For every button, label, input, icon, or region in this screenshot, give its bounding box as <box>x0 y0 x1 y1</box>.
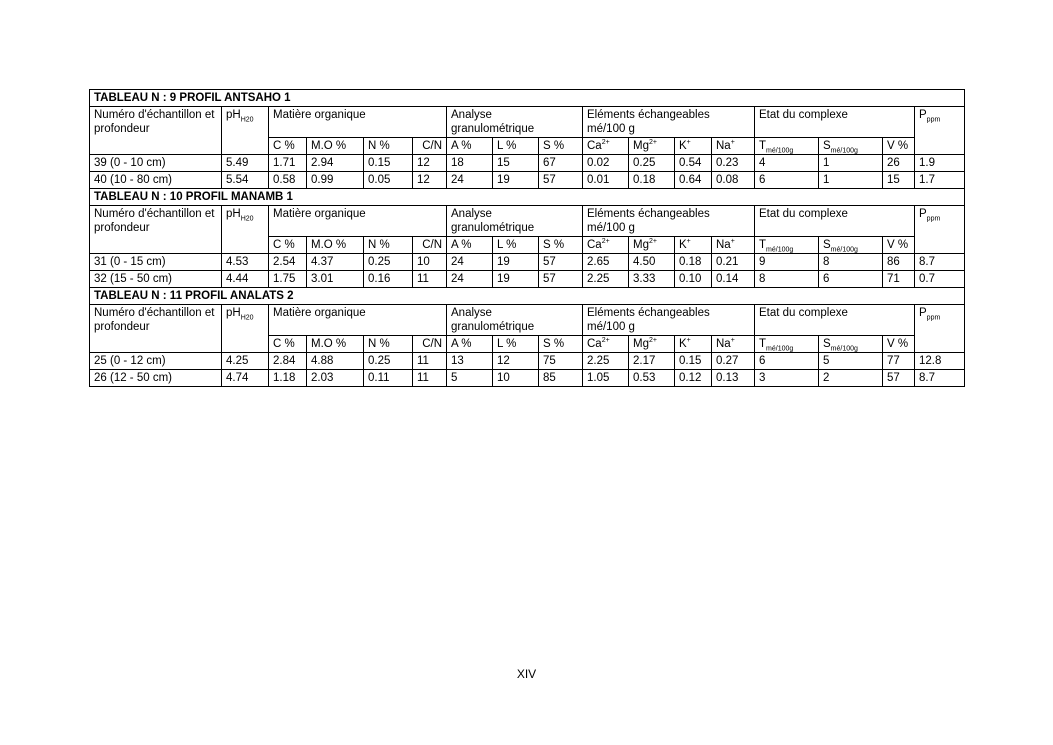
table-cell: 31 (0 - 15 cm) <box>90 254 222 271</box>
table-cell: 4.88 <box>307 353 364 370</box>
table-cell: 2.84 <box>269 353 307 370</box>
header-exchange: Eléments échangeables mé/100 g <box>583 206 755 237</box>
header-mg <box>629 237 675 254</box>
table-cell: 0.10 <box>675 271 712 288</box>
header-mo: M.O % <box>307 138 364 155</box>
table-cell: 0.08 <box>712 172 755 189</box>
header-ph <box>222 107 269 155</box>
header-l: L % <box>493 138 539 155</box>
header-ph <box>222 305 269 353</box>
header-p <box>915 206 965 254</box>
header-script: ppm <box>926 215 941 223</box>
header-text: Ca <box>587 239 602 251</box>
table-cell: 77 <box>883 353 915 370</box>
table-cell: 12 <box>413 172 447 189</box>
header-na <box>712 237 755 254</box>
header-text: T <box>759 338 767 350</box>
table-cell: 5 <box>447 370 493 387</box>
header-v: V % <box>883 138 915 155</box>
header-organic: Matière organique <box>269 107 447 138</box>
table-cell: 40 (10 - 80 cm) <box>90 172 222 189</box>
table-cell: 8 <box>755 271 819 288</box>
table-cell: 19 <box>493 172 539 189</box>
table-cell: 1.7 <box>915 172 965 189</box>
header-text: P <box>919 208 927 220</box>
header-ph <box>222 206 269 254</box>
header-a: A % <box>447 138 493 155</box>
table-title-row <box>90 189 965 206</box>
header-text: K <box>679 140 687 152</box>
header-sc <box>819 237 883 254</box>
header-text: pH <box>226 109 241 121</box>
table-title-row <box>90 288 965 305</box>
header-c: C % <box>269 138 307 155</box>
header-p <box>915 107 965 155</box>
header-script: H20 <box>240 215 254 223</box>
header-script: 2+ <box>601 337 610 345</box>
header-row <box>90 206 965 237</box>
table-cell: 26 (12 - 50 cm) <box>90 370 222 387</box>
header-ca <box>583 237 629 254</box>
table-cell: 0.14 <box>712 271 755 288</box>
table-cell: 6 <box>755 353 819 370</box>
header-k <box>675 138 712 155</box>
header-s: S % <box>539 237 583 254</box>
table-cell: 26 <box>883 155 915 172</box>
table-cell: 57 <box>883 370 915 387</box>
header-text: K <box>679 338 687 350</box>
header-n: N % <box>364 138 413 155</box>
table-cell: 11 <box>413 353 447 370</box>
header-a: A % <box>447 237 493 254</box>
header-complex: Etat du complexe <box>755 107 915 138</box>
header-sample: Numéro d'échantillon et profondeur <box>90 206 222 254</box>
page-number: XIV <box>516 667 537 681</box>
header-script: ppm <box>926 116 941 124</box>
header-sample: Numéro d'échantillon et profondeur <box>90 107 222 155</box>
header-script: + <box>686 337 691 345</box>
header-t <box>755 138 819 155</box>
header-text: pH <box>226 307 241 319</box>
header-l: L % <box>493 237 539 254</box>
table-cell: 0.01 <box>583 172 629 189</box>
table-cell: 19 <box>493 254 539 271</box>
header-mo: M.O % <box>307 336 364 353</box>
table-cell: 0.12 <box>675 370 712 387</box>
header-sc <box>819 138 883 155</box>
table-cell: 0.21 <box>712 254 755 271</box>
header-n: N % <box>364 336 413 353</box>
table-cell: 4.74 <box>222 370 269 387</box>
table-cell: 1 <box>819 172 883 189</box>
table-row <box>90 172 965 189</box>
header-k <box>675 237 712 254</box>
table-cell: 1.9 <box>915 155 965 172</box>
header-script: + <box>730 238 735 246</box>
table-cell: 39 (0 - 10 cm) <box>90 155 222 172</box>
header-script: H20 <box>240 314 254 322</box>
table-cell: 71 <box>883 271 915 288</box>
header-sample: Numéro d'échantillon et profondeur <box>90 305 222 353</box>
table-cell: 0.25 <box>629 155 675 172</box>
header-script: + <box>730 139 735 147</box>
table-row <box>90 254 965 271</box>
table-cell: 0.02 <box>583 155 629 172</box>
header-script: 2+ <box>601 139 610 147</box>
header-text: Mg <box>633 338 649 350</box>
header-na <box>712 336 755 353</box>
table-cell: 4.37 <box>307 254 364 271</box>
table-cell: 0.27 <box>712 353 755 370</box>
table-cell: 2.65 <box>583 254 629 271</box>
table-cell: 4.25 <box>222 353 269 370</box>
table-cell: 8.7 <box>915 370 965 387</box>
table-cell: 67 <box>539 155 583 172</box>
header-c: C % <box>269 237 307 254</box>
table-cell: 0.7 <box>915 271 965 288</box>
table-cell: 0.11 <box>364 370 413 387</box>
header-granulo: Analyse granulométrique <box>447 206 583 237</box>
header-organic: Matière organique <box>269 206 447 237</box>
header-t <box>755 237 819 254</box>
table-cell: 2.94 <box>307 155 364 172</box>
table-cell: 2.54 <box>269 254 307 271</box>
header-script: mé/100g <box>766 345 794 353</box>
header-n: N % <box>364 237 413 254</box>
header-exchange: Eléments échangeables mé/100 g <box>583 107 755 138</box>
table-cell: 11 <box>413 271 447 288</box>
header-sc <box>819 336 883 353</box>
header-script: mé/100g <box>766 147 794 155</box>
table-cell: 0.05 <box>364 172 413 189</box>
header-script: + <box>686 139 691 147</box>
table-cell: 5 <box>819 353 883 370</box>
header-row <box>90 107 965 138</box>
table-cell: 1.18 <box>269 370 307 387</box>
header-text: Mg <box>633 239 649 251</box>
header-script: ppm <box>926 314 941 322</box>
table-cell: 0.18 <box>629 172 675 189</box>
table-cell: 57 <box>539 271 583 288</box>
table-cell: 18 <box>447 155 493 172</box>
soil-analysis-table <box>89 89 965 387</box>
header-script: + <box>686 238 691 246</box>
header-text: P <box>919 307 927 319</box>
header-text: Ca <box>587 140 602 152</box>
table-cell: 57 <box>539 254 583 271</box>
table-cell: 2.25 <box>583 353 629 370</box>
table-cell: 0.23 <box>712 155 755 172</box>
table-cell: 8 <box>819 254 883 271</box>
table-cell: 4 <box>755 155 819 172</box>
table-cell: 57 <box>539 172 583 189</box>
header-script: 2+ <box>648 238 657 246</box>
header-text: Na <box>716 338 731 350</box>
table-cell: 0.15 <box>675 353 712 370</box>
header-na <box>712 138 755 155</box>
table-cell: 12.8 <box>915 353 965 370</box>
header-text: Ca <box>587 338 602 350</box>
table-cell: 4.53 <box>222 254 269 271</box>
header-script: 2+ <box>601 238 610 246</box>
header-l: L % <box>493 336 539 353</box>
header-text: pH <box>226 208 241 220</box>
table-cell: 2.17 <box>629 353 675 370</box>
header-organic: Matière organique <box>269 305 447 336</box>
table-cell: 25 (0 - 12 cm) <box>90 353 222 370</box>
table-row <box>90 155 965 172</box>
table-cell: 85 <box>539 370 583 387</box>
table-cell: 86 <box>883 254 915 271</box>
table-title: TABLEAU N : 10 PROFIL MANAMB 1 <box>90 189 965 206</box>
table-cell: 0.99 <box>307 172 364 189</box>
table-cell: 8.7 <box>915 254 965 271</box>
header-v: V % <box>883 336 915 353</box>
table-cell: 0.18 <box>675 254 712 271</box>
table-row <box>90 271 965 288</box>
table-cell: 12 <box>493 353 539 370</box>
header-script: mé/100g <box>830 246 858 254</box>
header-c: C % <box>269 336 307 353</box>
header-t <box>755 336 819 353</box>
table-cell: 2.25 <box>583 271 629 288</box>
table-cell: 0.64 <box>675 172 712 189</box>
table-title: TABLEAU N : 9 PROFIL ANTSAHO 1 <box>90 90 965 107</box>
header-cn: C/N <box>413 138 447 155</box>
table-cell: 1.75 <box>269 271 307 288</box>
table-cell: 75 <box>539 353 583 370</box>
header-script: mé/100g <box>766 246 794 254</box>
table-cell: 12 <box>413 155 447 172</box>
table-cell: 3 <box>755 370 819 387</box>
header-granulo: Analyse granulométrique <box>447 107 583 138</box>
header-text: P <box>919 109 927 121</box>
header-row <box>90 305 965 336</box>
header-complex: Etat du complexe <box>755 206 915 237</box>
header-k <box>675 336 712 353</box>
table-cell: 3.01 <box>307 271 364 288</box>
header-complex: Etat du complexe <box>755 305 915 336</box>
table-cell: 10 <box>493 370 539 387</box>
table-title: TABLEAU N : 11 PROFIL ANALATS 2 <box>90 288 965 305</box>
table-cell: 0.16 <box>364 271 413 288</box>
header-text: Na <box>716 239 731 251</box>
header-text: S <box>823 239 831 251</box>
header-script: + <box>730 337 735 345</box>
header-text: T <box>759 140 767 152</box>
table-cell: 10 <box>413 254 447 271</box>
table-cell: 0.15 <box>364 155 413 172</box>
table-cell: 5.54 <box>222 172 269 189</box>
table-cell: 0.54 <box>675 155 712 172</box>
header-script: 2+ <box>648 337 657 345</box>
table-cell: 32 (15 - 50 cm) <box>90 271 222 288</box>
header-mg <box>629 336 675 353</box>
header-script: mé/100g <box>830 147 858 155</box>
header-text: Mg <box>633 140 649 152</box>
header-script: mé/100g <box>830 345 858 353</box>
table-cell: 11 <box>413 370 447 387</box>
table-row <box>90 370 965 387</box>
header-cn: C/N <box>413 336 447 353</box>
header-granulo: Analyse granulométrique <box>447 305 583 336</box>
table-cell: 13 <box>447 353 493 370</box>
header-p <box>915 305 965 353</box>
header-text: S <box>823 140 831 152</box>
table-title-row <box>90 90 965 107</box>
table-cell: 19 <box>493 271 539 288</box>
table-cell: 5.49 <box>222 155 269 172</box>
table-cell: 0.13 <box>712 370 755 387</box>
header-text: S <box>823 338 831 350</box>
header-mo: M.O % <box>307 237 364 254</box>
table-cell: 1.71 <box>269 155 307 172</box>
table-cell: 24 <box>447 254 493 271</box>
table-cell: 1.05 <box>583 370 629 387</box>
header-text: Na <box>716 140 731 152</box>
table-cell: 0.25 <box>364 254 413 271</box>
header-ca <box>583 336 629 353</box>
header-s: S % <box>539 336 583 353</box>
table-cell: 24 <box>447 271 493 288</box>
table-cell: 9 <box>755 254 819 271</box>
header-exchange: Eléments échangeables mé/100 g <box>583 305 755 336</box>
header-script: 2+ <box>648 139 657 147</box>
table-cell: 15 <box>883 172 915 189</box>
header-a: A % <box>447 336 493 353</box>
table-cell: 0.53 <box>629 370 675 387</box>
table-cell: 4.44 <box>222 271 269 288</box>
header-v: V % <box>883 237 915 254</box>
table-cell: 4.50 <box>629 254 675 271</box>
header-text: T <box>759 239 767 251</box>
table-cell: 0.58 <box>269 172 307 189</box>
table-cell: 3.33 <box>629 271 675 288</box>
header-cn: C/N <box>413 237 447 254</box>
table-row <box>90 353 965 370</box>
table-cell: 2 <box>819 370 883 387</box>
table-cell: 0.25 <box>364 353 413 370</box>
table-cell: 6 <box>755 172 819 189</box>
table-cell: 2.03 <box>307 370 364 387</box>
header-ca <box>583 138 629 155</box>
table-cell: 1 <box>819 155 883 172</box>
header-mg <box>629 138 675 155</box>
table-cell: 6 <box>819 271 883 288</box>
header-text: K <box>679 239 687 251</box>
header-script: H20 <box>240 116 254 124</box>
header-s: S % <box>539 138 583 155</box>
table-cell: 24 <box>447 172 493 189</box>
table-cell: 15 <box>493 155 539 172</box>
